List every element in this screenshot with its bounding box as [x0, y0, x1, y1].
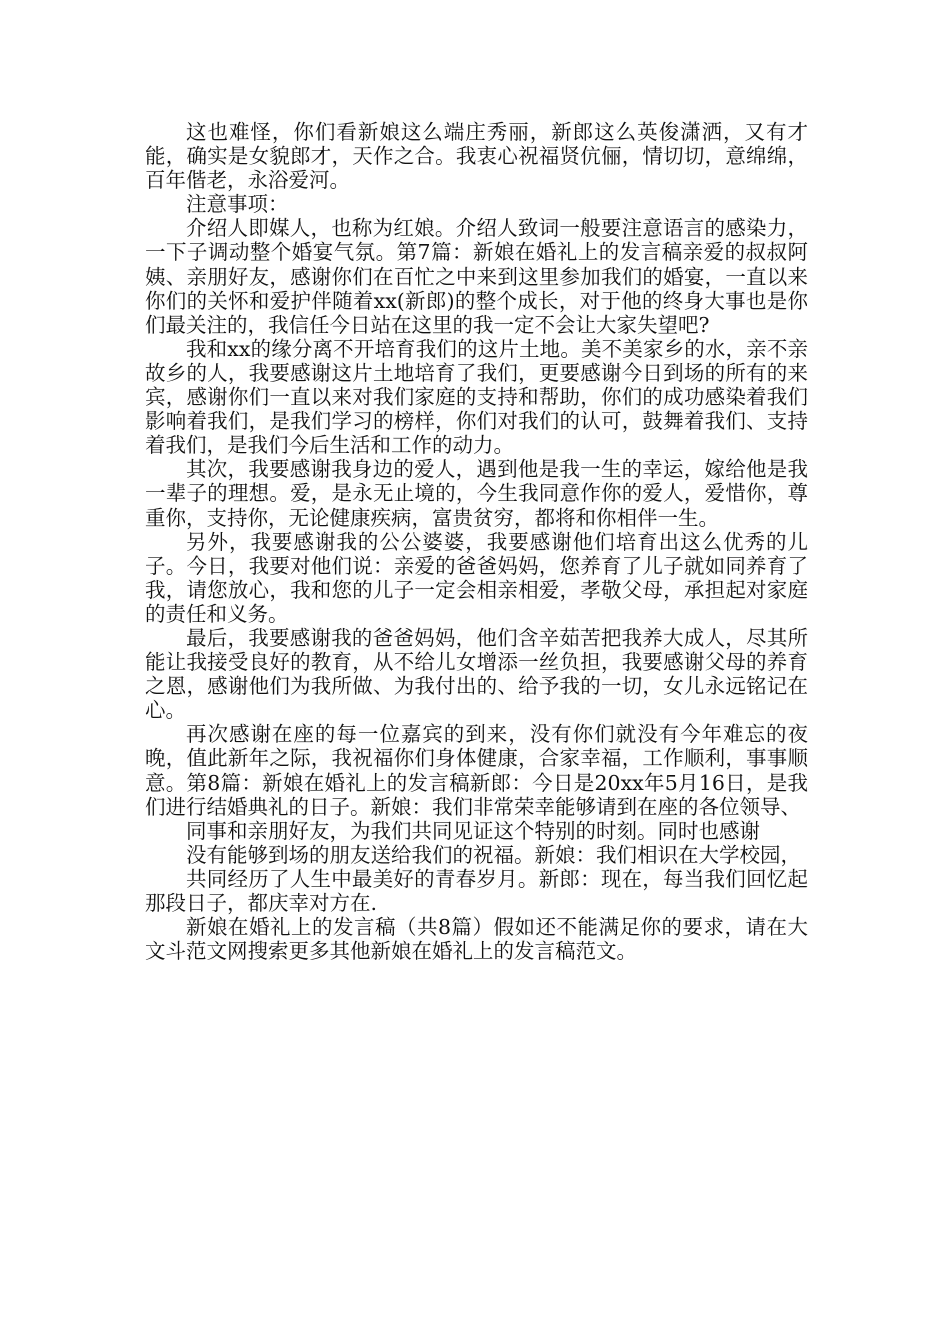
- document-page: [145, 120, 808, 963]
- paragraph-4: 我和xx的缘分离不开培育我们的这片土地。美不美家乡的水，亲不亲故乡的人，我要感谢这片土地培育了我们，更要感谢今日到场的所有的来宾，感谢你们一直以来对我们家庭的支持和帮助，你们的成功感染着我们影响着我们，是我们学习的榜样，你们对我们的认可，鼓舞着我们、支持着我们，是我们今后生活和工作的动力。: [145, 336, 808, 458]
- paragraph-6: 另外，我要感谢我的公公婆婆，我要感谢他们培育出这么优秀的儿子。今日，我要对他们说：亲爱的爸爸妈妈，您养育了儿子就如同养育了我，请您放心，我和您的儿子一定会相亲相爱，孝敬父母，承担起对家庭的责任和义务。: [145, 529, 808, 626]
- paragraph-10: 没有能够到场的朋友送给我们的祝福。新娘：我们相识在大学校园，: [186, 842, 801, 867]
- paragraph-9: 同事和亲朋好友，为我们共同见证这个特别的时刻。同时也感谢: [186, 818, 760, 843]
- paragraph-11: 共同经历了人生中最美好的青春岁月。新郎：现在，每当我们回忆起那段日子，都庆幸对方在.: [145, 866, 808, 915]
- paragraph-8: 再次感谢在座的每一位嘉宾的到来，没有你们就没有今年难忘的夜晚，值此新年之际，我祝福你们身体健康，合家幸福，工作顺利，事事顺意。第8篇：新娘在婚礼上的发言稿新郎：今日是20xx年5月16日，是我们进行结婚典礼的日子。新娘：我们非常荣幸能够请到在座的各位领导、: [145, 722, 808, 819]
- paragraph-12: 新娘在婚礼上的发言稿（共8篇）假如还不能满足你的要求，请在大文斗范文网搜索更多其他新娘在婚礼上的发言稿范文。: [145, 915, 808, 964]
- paragraph-3: 介绍人即媒人，也称为红娘。介绍人致词一般要注意语言的感染力，一下子调动整个婚宴气氛。第7篇：新娘在婚礼上的发言稿亲爱的叔叔阿姨、亲朋好友，感谢你们在百忙之中来到这里参加我们的婚宴，一直以来你们的关怀和爱护伴随着xx(新郎)的整个成长，对于他的终身大事也是你们最关注的，我信任今日站在这里的我一定不会让大家失望吧?: [145, 216, 808, 337]
- paragraph-2: 注意事项：: [186, 192, 289, 217]
- paragraph-5: 其次，我要感谢我身边的爱人，遇到他是我一生的幸运，嫁给他是我一辈子的理想。爱，是永无止境的，今生我同意作你的爱人，爱惜你，尊重你，支持你，无论健康疾病，富贵贫穷，都将和你相伴一生。: [145, 457, 808, 530]
- paragraph-7: 最后，我要感谢我的爸爸妈妈，他们含辛茹苦把我养大成人，尽其所能让我接受良好的教育，从不给儿女增添一丝负担，我要感谢父母的养育之恩，感谢他们为我所做、为我付出的、给予我的一切，女儿永远铭记在心。: [145, 625, 808, 723]
- paragraph-1: 这也难怪，你们看新娘这么端庄秀丽，新郎这么英俊潇洒，又有才能，确实是女貌郎才，天作之合。我衷心祝福贤伉俪，情切切，意绵绵，百年偕老，永浴爱河。: [145, 120, 808, 193]
